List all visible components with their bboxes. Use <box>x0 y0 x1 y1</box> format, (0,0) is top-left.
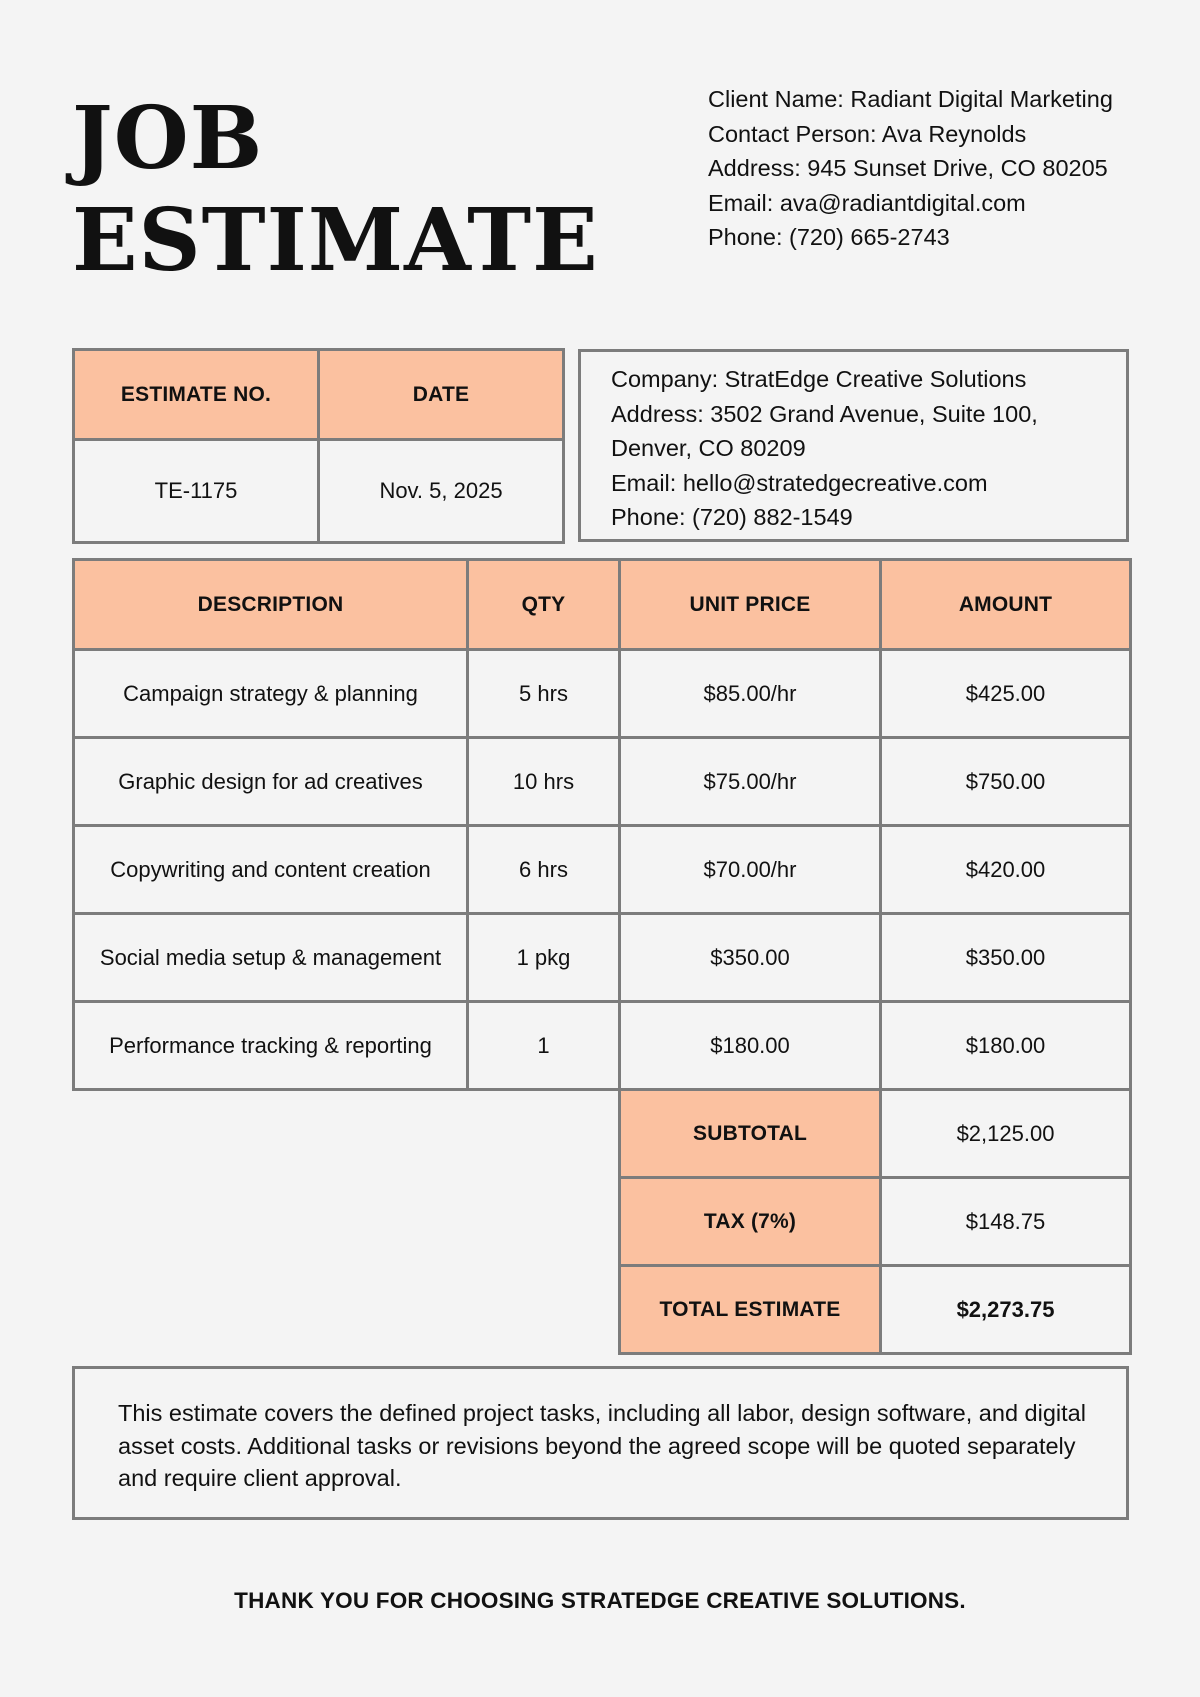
item-qty: 1 <box>468 1002 620 1090</box>
table-row <box>74 914 1131 1002</box>
description-header: DESCRIPTION <box>74 560 468 650</box>
estimate-number: TE-1175 <box>74 440 319 543</box>
item-amount: $180.00 <box>881 1002 1131 1090</box>
amount-header: AMOUNT <box>881 560 1131 650</box>
item-amount: $425.00 <box>881 650 1131 738</box>
page-title <box>72 88 599 292</box>
total-label: TOTAL ESTIMATE <box>620 1266 881 1354</box>
title-line-1: JOB <box>72 88 264 189</box>
item-amount: $750.00 <box>881 738 1131 826</box>
item-description: Copywriting and content creation <box>74 826 468 914</box>
client-phone: Phone: (720) 665-2743 <box>708 224 950 250</box>
table-row <box>74 1002 1131 1090</box>
estimate-date: Nov. 5, 2025 <box>319 440 564 543</box>
table-row <box>74 826 1131 914</box>
thank-you-footer: THANK YOU FOR CHOOSING STRATEDGE CREATIVE SOLUTIONS. <box>234 1588 966 1613</box>
client-info <box>708 82 1148 255</box>
subtotal-value: $2,125.00 <box>881 1090 1131 1178</box>
company-info <box>578 349 1129 542</box>
tax-row <box>74 1178 1131 1266</box>
spacer <box>74 1178 620 1266</box>
item-unit-price: $75.00/hr <box>620 738 881 826</box>
estimate-number-header: ESTIMATE NO. <box>74 350 319 440</box>
item-qty: 1 pkg <box>468 914 620 1002</box>
item-amount: $420.00 <box>881 826 1131 914</box>
total-row <box>74 1266 1131 1354</box>
tax-label: TAX (7%) <box>620 1178 881 1266</box>
table-row <box>74 738 1131 826</box>
qty-header: QTY <box>468 560 620 650</box>
client-contact: Contact Person: Ava Reynolds <box>708 120 1027 147</box>
estimate-meta-table <box>72 348 565 544</box>
item-qty: 6 hrs <box>468 826 620 914</box>
item-description: Performance tracking & reporting <box>74 1002 468 1090</box>
item-qty: 5 hrs <box>468 650 620 738</box>
table-row <box>74 650 1131 738</box>
item-unit-price: $350.00 <box>620 914 881 1002</box>
item-description: Campaign strategy & planning <box>74 650 468 738</box>
item-amount: $350.00 <box>881 914 1131 1002</box>
item-unit-price: $70.00/hr <box>620 826 881 914</box>
client-address: Address: 945 Sunset Drive, CO 80205 <box>708 155 1108 181</box>
item-description: Social media setup & management <box>74 914 468 1002</box>
spacer <box>74 1266 620 1354</box>
tax-value: $148.75 <box>881 1178 1131 1266</box>
title-line-2: ESTIMATE <box>72 190 599 291</box>
total-value: $2,273.75 <box>881 1266 1131 1354</box>
client-name: Client Name: Radiant Digital Marketing <box>708 86 1113 112</box>
item-description: Graphic design for ad creatives <box>74 738 468 826</box>
client-email: Email: ava@radiantdigital.com <box>708 189 1026 216</box>
spacer <box>74 1090 620 1178</box>
company-address: Address: 3502 Grand Avenue, Suite 100, Denver, CO 80209 <box>611 400 1038 461</box>
unit-price-header: UNIT PRICE <box>620 560 881 650</box>
item-qty: 10 hrs <box>468 738 620 826</box>
subtotal-label: SUBTOTAL <box>620 1090 881 1178</box>
line-items-table <box>72 558 1132 1355</box>
date-header: DATE <box>319 350 564 440</box>
subtotal-row <box>74 1090 1131 1178</box>
item-unit-price: $180.00 <box>620 1002 881 1090</box>
company-email: Email: hello@stratedgecreative.com <box>611 469 988 496</box>
terms-note: This estimate covers the defined project tasks, including all labor, design software, and digital asset costs. Additional tasks or revisions beyond the agreed scope will be quoted separately and require client approval. <box>72 1366 1129 1520</box>
company-name: Company: StratEdge Creative Solutions <box>611 366 1027 392</box>
item-unit-price: $85.00/hr <box>620 650 881 738</box>
company-phone: Phone: (720) 882-1549 <box>611 504 853 530</box>
